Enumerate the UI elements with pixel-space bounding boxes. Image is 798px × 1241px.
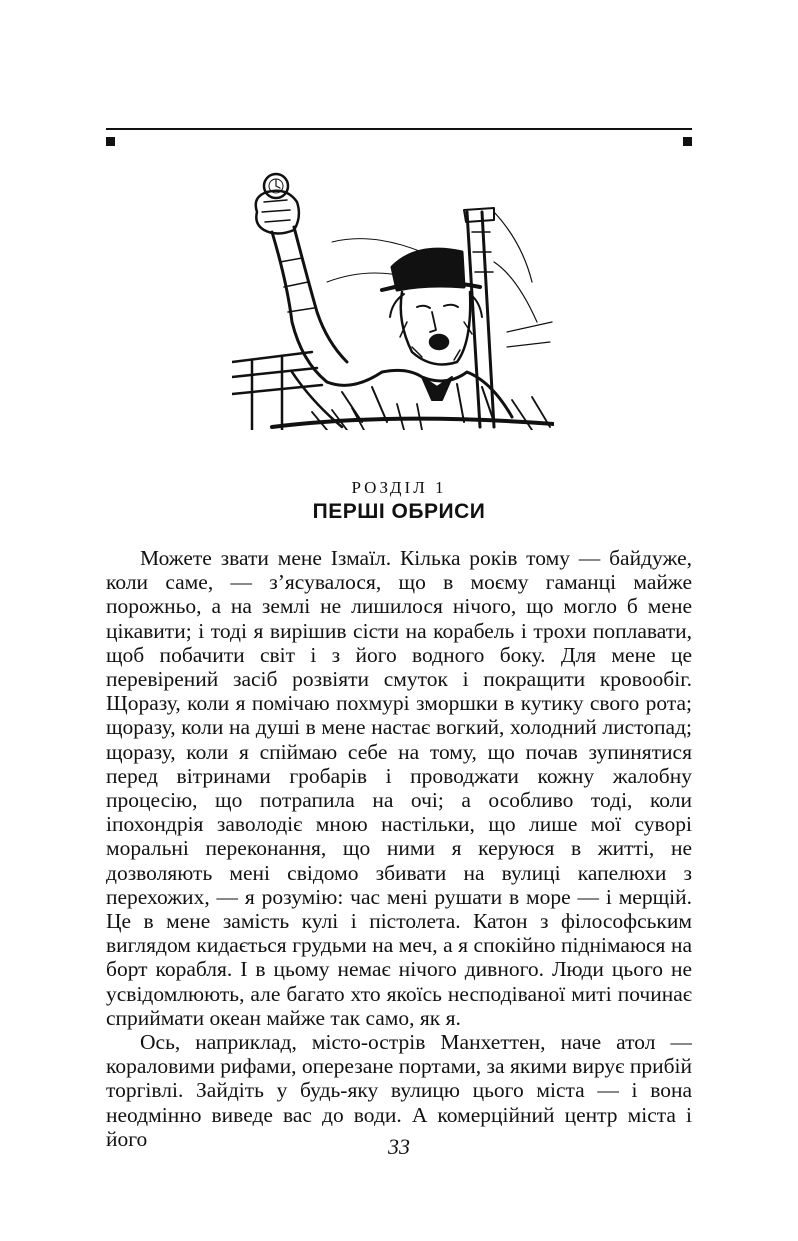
corner-square-right: [683, 137, 692, 146]
body-text: [106, 546, 692, 1151]
corner-square-left: [106, 137, 115, 146]
paragraph: Ось, наприклад, місто-острів Манхеттен, наче атол — кораловими рифами, оперезане портами, за якими вирує прибій торгівлі. Зайдіть у будь-яку вулицю цього міста — і вона неодмінно виведе вас до води. А комерційний центр міста і його: [106, 1030, 692, 1151]
sailor-raising-watch-illustration: [232, 172, 554, 430]
paragraph: Можете звати мене Ізмаїл. Кілька років тому — байдуже, коли саме, — з’ясувалося, що в моєму гаманці майже порожньо, а на землі не лишилося нічого, що могло б мене цікавити; і тоді я вирішив сісти на корабель і трохи поплавати, щоб побачити світ і з його водного боку. Для мене це перевірений засіб розвіяти смуток і покращити кровообіг. Щоразу, коли я помічаю похмурі зморшки в кутику свого рота; щоразу, коли на душі в мене настає вогкий, холодний листопад; щоразу, коли я спіймаю себе на тому, що почав зупинятися перед вітринами гробарів і проводжати кожну жалобну процесію, що потрапила на очі; а особливо тоді, коли іпохондрія заволодіє мною настільки, що лише мої суворі моральні переконання, що ними я керуюся в житті, не дозволяють мені свідомо збивати на вулиці капелюхи з перехожих, — я розумію: час мені рушати в море — і мерщій. Це в мене замість кулі і пістолета. Катон з філософським виглядом кидається грудьми на меч, а я спокійно піднімаюся на борт корабля. І в цьому немає нічого дивного. Люди цього не усвідомлюють, але багато хто якоїсь несподіваної миті починає сприймати океан майже так само, як я.: [106, 546, 692, 1030]
top-rule: [106, 128, 692, 130]
page-number: 33: [388, 1134, 410, 1159]
chapter-title: ПЕРШІ ОБРИСИ: [312, 500, 486, 523]
chapter-label: РОЗДІЛ 1: [351, 478, 447, 497]
